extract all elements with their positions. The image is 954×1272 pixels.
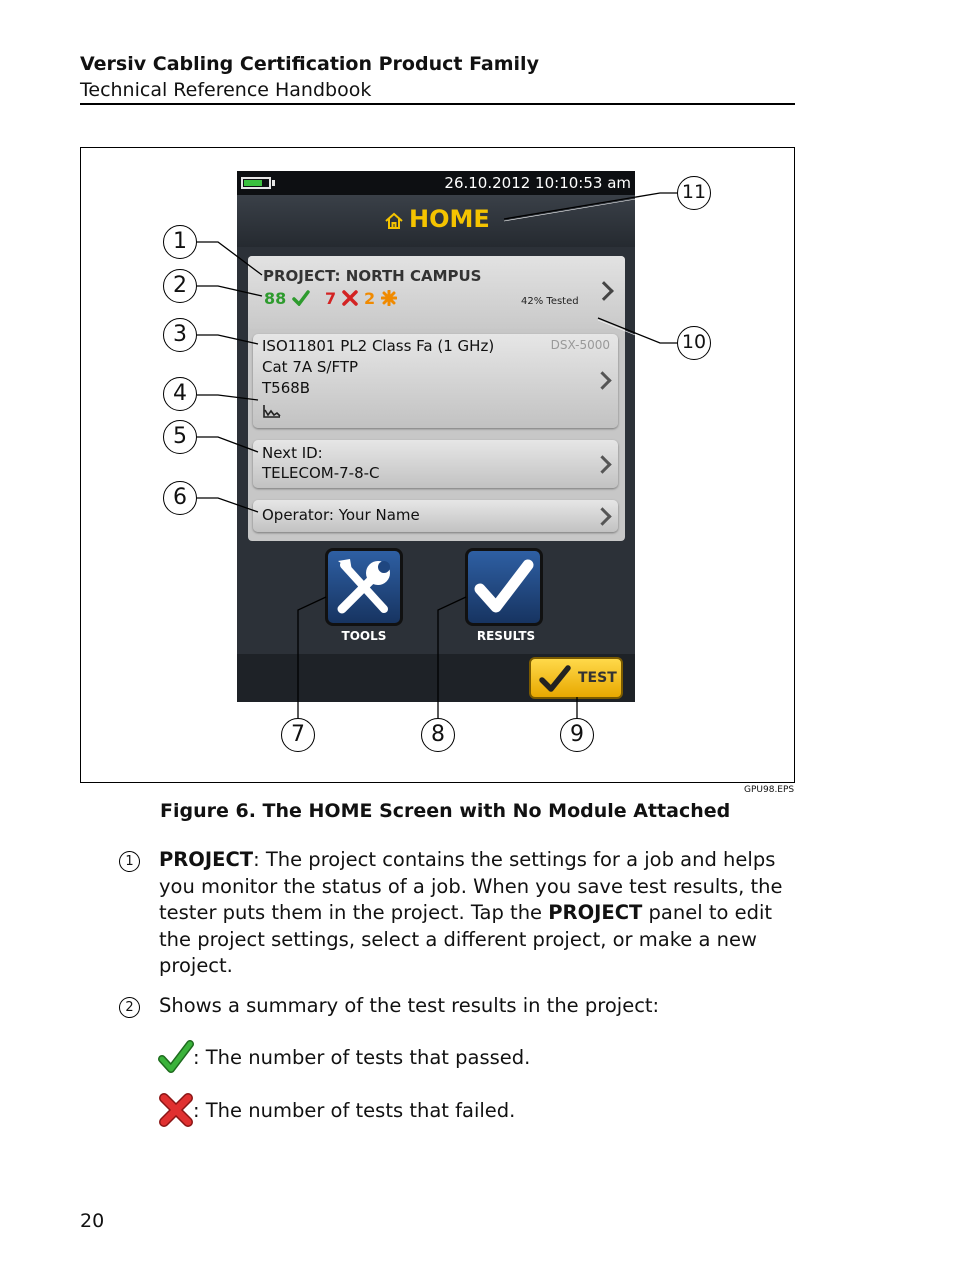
item-number-1: 1	[119, 851, 140, 872]
module-tag: DSX-5000	[550, 338, 610, 352]
callout-2: 2	[163, 269, 197, 303]
item-1-body-2: panel to edit the project settings, select a different project, or make a new project.	[159, 901, 773, 977]
callout-1: 1	[163, 225, 197, 259]
battery-level	[244, 180, 262, 186]
callout-9: 9	[560, 718, 594, 752]
tester-home-screen	[237, 171, 635, 702]
header-rule	[80, 103, 795, 105]
pass-check-icon	[158, 1040, 194, 1074]
tools-icon	[328, 551, 400, 623]
x-icon	[342, 290, 358, 306]
battery-tip	[272, 180, 275, 186]
home-title: HOME	[409, 205, 490, 233]
callout-5: 5	[163, 420, 197, 454]
test-setup-chevron-icon	[593, 371, 611, 389]
status-bar	[237, 171, 635, 195]
warning-count-value: 2	[364, 289, 376, 308]
callout-7: 7	[281, 718, 315, 752]
page-number: 20	[80, 1210, 105, 1232]
test-label: TEST	[578, 670, 617, 686]
check-icon	[292, 290, 310, 306]
operator-chevron-icon	[593, 507, 611, 525]
battery-icon	[241, 177, 271, 189]
operator-name: Operator: Your Name	[262, 506, 420, 524]
item-1-text	[159, 847, 799, 980]
operator-panel[interactable]	[253, 500, 618, 532]
callout-4: 4	[163, 377, 197, 411]
callout-8: 8	[421, 718, 455, 752]
next-id-panel[interactable]	[253, 440, 618, 488]
callout-11: 11	[677, 176, 711, 210]
item-2-text: Shows a summary of the test results in the project:	[159, 994, 660, 1017]
project-title: PROJECT: NORTH CAMPUS	[263, 267, 482, 285]
home-panel	[248, 256, 625, 541]
tools-label: TOOLS	[341, 629, 387, 643]
cable-type: Cat 7A S/FTP	[262, 358, 359, 376]
home-icon	[384, 211, 404, 231]
item-number-2: 2	[119, 997, 140, 1018]
test-button[interactable]	[529, 657, 623, 699]
results-label: RESULTS	[476, 629, 536, 643]
test-check-icon	[539, 665, 571, 693]
results-check-icon	[468, 551, 540, 623]
tools-button[interactable]	[325, 548, 403, 626]
test-limit: ISO11801 PL2 Class Fa (1 GHz)	[262, 337, 495, 355]
project-panel[interactable]	[248, 256, 625, 329]
pass-count	[264, 289, 310, 308]
project-chevron-icon	[594, 281, 614, 301]
callout-6: 6	[163, 481, 197, 515]
wiremap-standard: T568B	[262, 379, 311, 397]
fail-x-icon	[158, 1093, 194, 1127]
figure-file-id: GPU98.EPS	[744, 785, 795, 795]
test-setup-panel[interactable]	[253, 334, 618, 428]
item-1-term: PROJECT	[159, 848, 254, 871]
next-id-value: TELECOM-7-8-C	[262, 464, 380, 482]
fail-count-value: 7	[325, 289, 337, 308]
next-id-label: Next ID:	[262, 444, 323, 462]
graph-icon	[263, 404, 281, 418]
fail-legend-text: : The number of tests that failed.	[193, 1099, 516, 1122]
callout-10: 10	[677, 326, 711, 360]
header-subtitle: Technical Reference Handbook	[80, 79, 372, 101]
header-title: Versiv Cabling Certification Product Family	[80, 53, 539, 75]
pass-count-value: 88	[264, 289, 287, 308]
item-1-body: : The project contains the settings for a job and helps you monitor the status of a job. When you save test results, the tester puts them in the project. Tap the	[159, 848, 783, 924]
item-1-term-2: PROJECT	[548, 901, 643, 924]
date-time: 26.10.2012 10:10:53 am	[444, 174, 631, 192]
pass-legend-text: : The number of tests that passed.	[193, 1046, 531, 1069]
results-button[interactable]	[465, 548, 543, 626]
percent-tested: 42% Tested	[521, 296, 579, 307]
warning-star-icon	[381, 290, 397, 306]
title-bar	[237, 195, 635, 247]
fail-count	[325, 289, 358, 308]
callout-3: 3	[163, 318, 197, 352]
warning-count	[364, 289, 397, 308]
next-id-chevron-icon	[593, 455, 611, 473]
figure-caption: Figure 6. The HOME Screen with No Module Attached	[160, 800, 731, 822]
